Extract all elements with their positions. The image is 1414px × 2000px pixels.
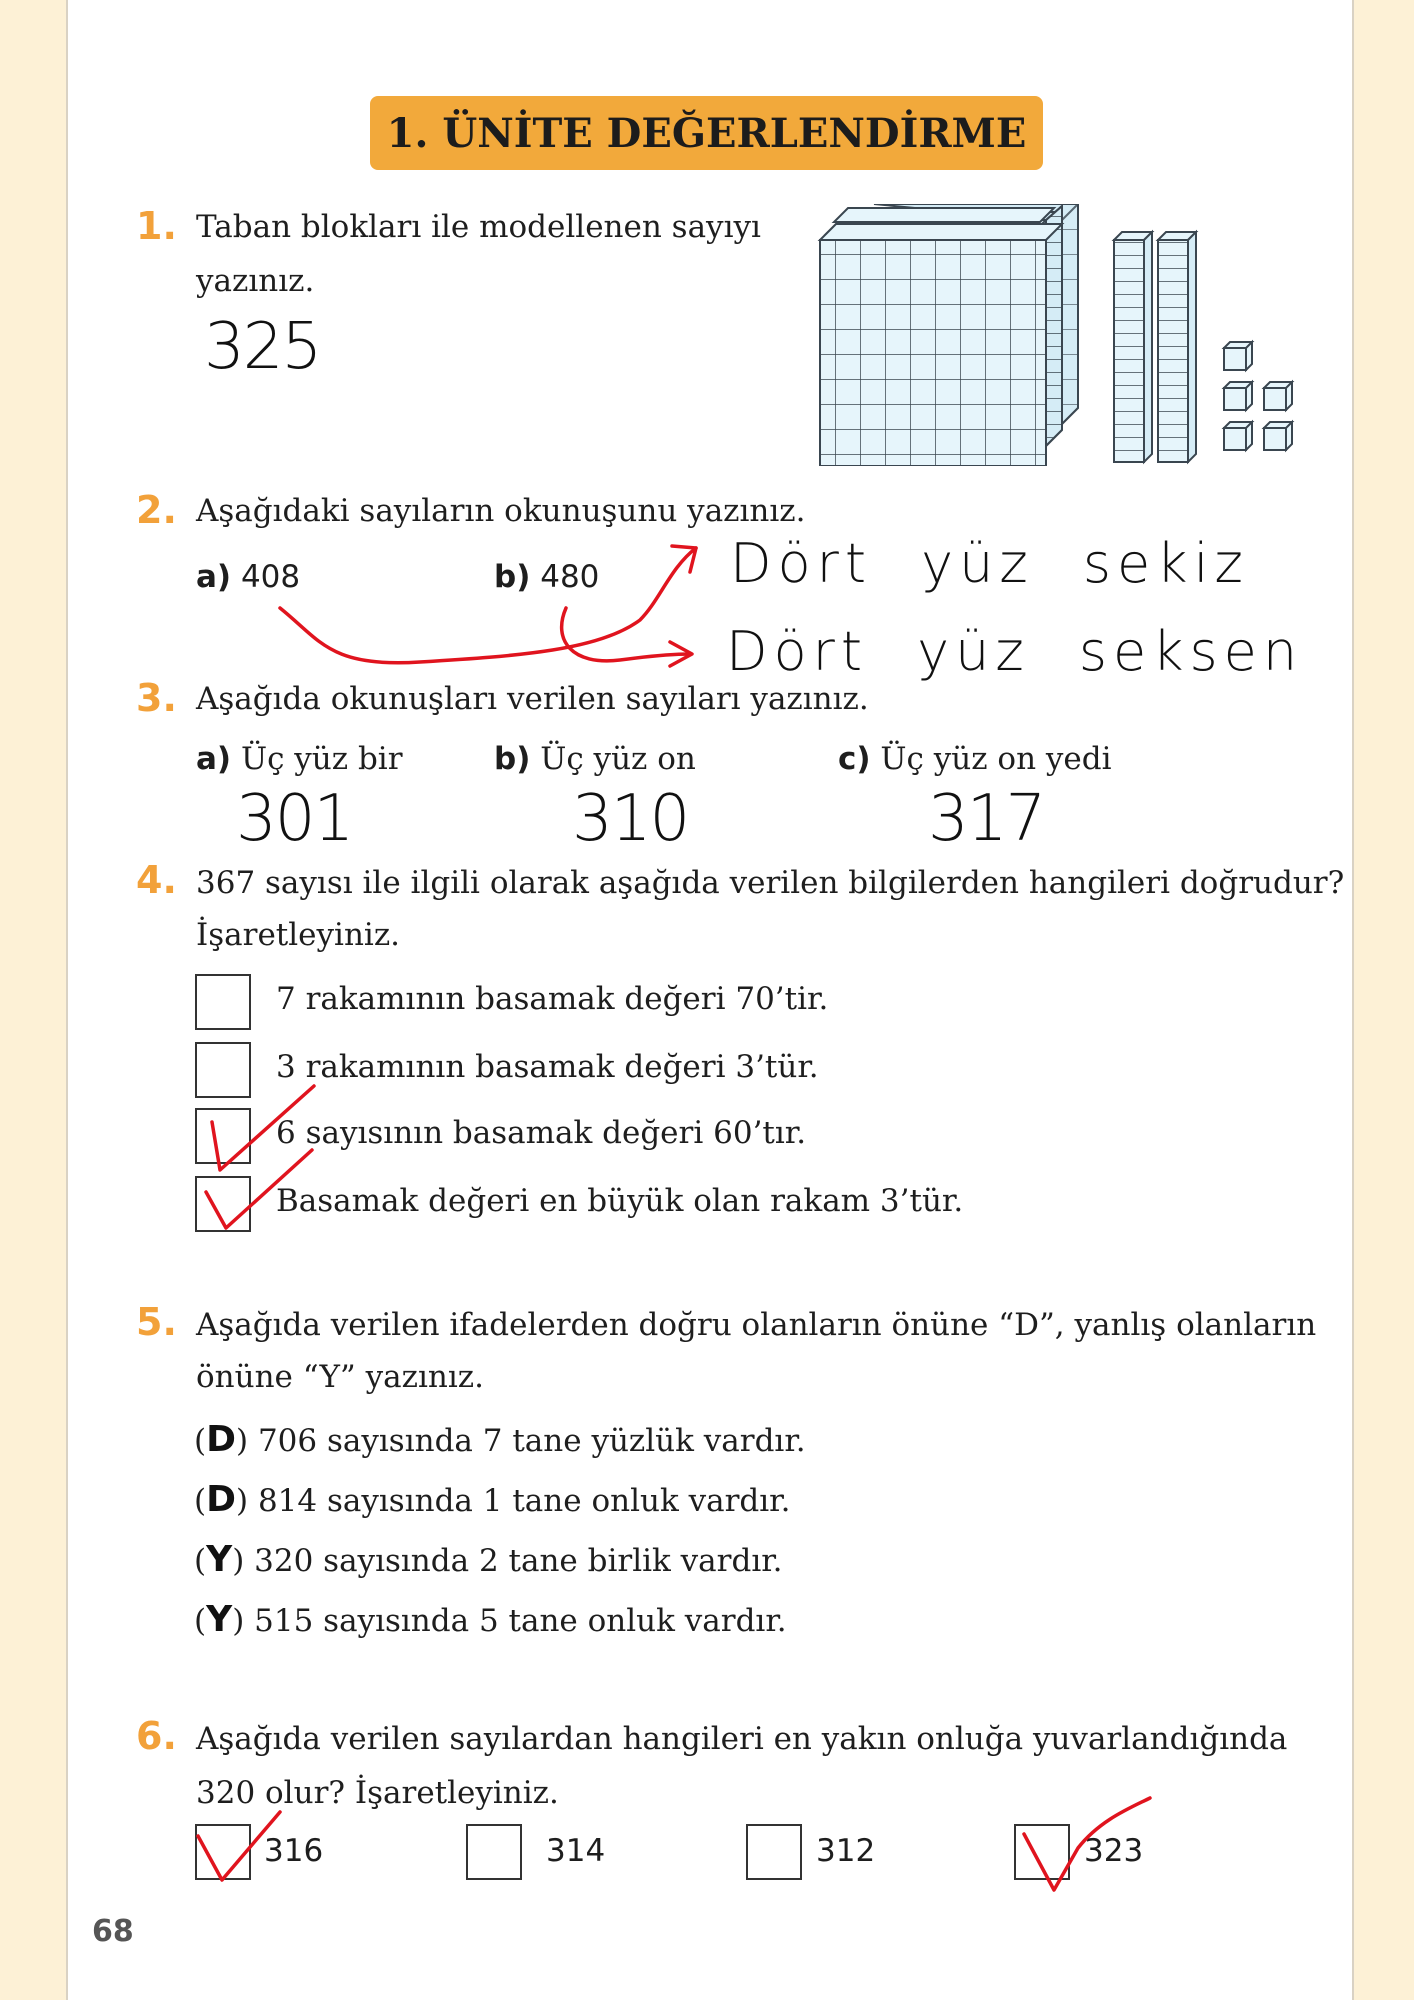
q5-answer-2[interactable]: D [206, 1479, 236, 1520]
q3-answer-c[interactable]: 317 [928, 782, 1045, 856]
q4-option-4: Basamak değeri en büyük olan rakam 3’tür. [276, 1183, 964, 1219]
q5-statement-4: ) 515 sayısında 5 tane onluk vardır. [232, 1603, 787, 1639]
q5-statement-1: ) 706 sayısında 7 tane yüzlük vardır. [236, 1423, 806, 1459]
q2-b-label: b) [494, 559, 531, 595]
q1-line1: Taban blokları ile modellenen sayıyı [196, 209, 761, 245]
q4-checkbox-2[interactable] [195, 1042, 251, 1098]
q4-option-1: 7 rakamının basamak değeri 70’tir. [276, 981, 829, 1017]
q4-line2: İşaretleyiniz. [196, 917, 401, 953]
q2-option-b [494, 560, 599, 594]
q6-checkbox-312[interactable] [746, 1824, 802, 1880]
q4-number: 4. [136, 858, 177, 902]
q3-answer-a[interactable]: 301 [236, 782, 353, 856]
q1-answer[interactable]: 325 [204, 310, 321, 384]
q3-a-text: Üç yüz bir [240, 741, 403, 777]
q4-option-3: 6 sayısının basamak değeri 60’tır. [276, 1115, 807, 1151]
q3-item-c [838, 742, 1112, 776]
q3-c-label: c) [838, 741, 871, 777]
q3-c-text: Üç yüz on yedi [880, 741, 1112, 777]
q6-option-314: 314 [546, 1833, 606, 1869]
q5-line1: Aşağıda verilen ifadelerden doğru olanların önüne “D”, yanlış olanların [196, 1307, 1317, 1343]
q5-statement-2: ) 814 sayısında 1 tane onluk vardır. [236, 1483, 791, 1519]
q3-item-a [196, 742, 403, 776]
q2-question: Aşağıdaki sayıların okunuşunu yazınız. [196, 493, 806, 529]
q4-option-2: 3 rakamının basamak değeri 3’tür. [276, 1049, 819, 1085]
hundreds-flats [820, 204, 1078, 466]
q2-number: 2. [136, 488, 177, 532]
q4-checkbox-4[interactable] [195, 1176, 251, 1232]
q1-number: 1. [136, 204, 177, 248]
q3-a-label: a) [196, 741, 232, 777]
q5-answer-3[interactable]: Y [206, 1539, 233, 1580]
q2-a-label: a) [196, 559, 232, 595]
q3-b-label: b) [494, 741, 531, 777]
q3-answer-b[interactable]: 310 [572, 782, 689, 856]
q6-number: 6. [136, 1714, 177, 1758]
base-ten-blocks-icon [810, 204, 1300, 466]
q6-option-323: 323 [1084, 1833, 1144, 1869]
q4-checkbox-3[interactable] [195, 1108, 251, 1164]
q5-item-4: (Y) 515 sayısında 5 tane onluk vardır. [194, 1599, 787, 1640]
q6-checkbox-323[interactable] [1014, 1824, 1070, 1880]
q5-answer-4[interactable]: Y [206, 1599, 233, 1640]
q3-item-b [494, 742, 696, 776]
q5-item-3: (Y) 320 sayısında 2 tane birlik vardır. [194, 1539, 783, 1580]
unit-title: 1. ÜNİTE DEĞERLENDİRME [370, 96, 1043, 170]
q5-statement-3: ) 320 sayısında 2 tane birlik vardır. [232, 1543, 783, 1579]
q1-line2: yazınız. [196, 263, 315, 299]
q6-line2: 320 olur? İşaretleyiniz. [196, 1775, 559, 1811]
q5-item-2: (D) 814 sayısında 1 tane onluk vardır. [194, 1479, 791, 1520]
q4-line1: 367 sayısı ile ilgili olarak aşağıda verilen bilgilerden hangileri doğrudur? [196, 865, 1345, 901]
q2-a-value: 408 [240, 559, 301, 595]
q5-line2: önüne “Y” yazınız. [196, 1359, 484, 1395]
q2-option-a [196, 560, 300, 594]
q6-checkbox-316[interactable] [195, 1824, 251, 1880]
tens-rods [1114, 232, 1196, 462]
q5-number: 5. [136, 1300, 177, 1344]
q3-question: Aşağıda okunuşları verilen sayıları yazınız. [196, 681, 869, 717]
q6-line1: Aşağıda verilen sayılardan hangileri en yakın onluğa yuvarlandığında [196, 1721, 1288, 1757]
q6-option-312: 312 [816, 1833, 876, 1869]
q6-checkbox-314[interactable] [466, 1824, 522, 1880]
ones-cubes [1224, 342, 1292, 450]
q5-item-1: (D) 706 sayısında 7 tane yüzlük vardır. [194, 1419, 806, 1460]
q5-answer-1[interactable]: D [206, 1419, 236, 1460]
q6-option-316: 316 [264, 1833, 324, 1869]
q2-answer-a[interactable]: Dört yüz sekiz [730, 532, 1249, 595]
q3-number: 3. [136, 676, 177, 720]
q4-checkbox-1[interactable] [195, 974, 251, 1030]
q2-b-value: 480 [540, 559, 600, 595]
q3-b-text: Üç yüz on [540, 741, 696, 777]
page-number: 68 [92, 1914, 134, 1949]
q2-answer-b[interactable]: Dört yüz seksen [726, 620, 1304, 683]
